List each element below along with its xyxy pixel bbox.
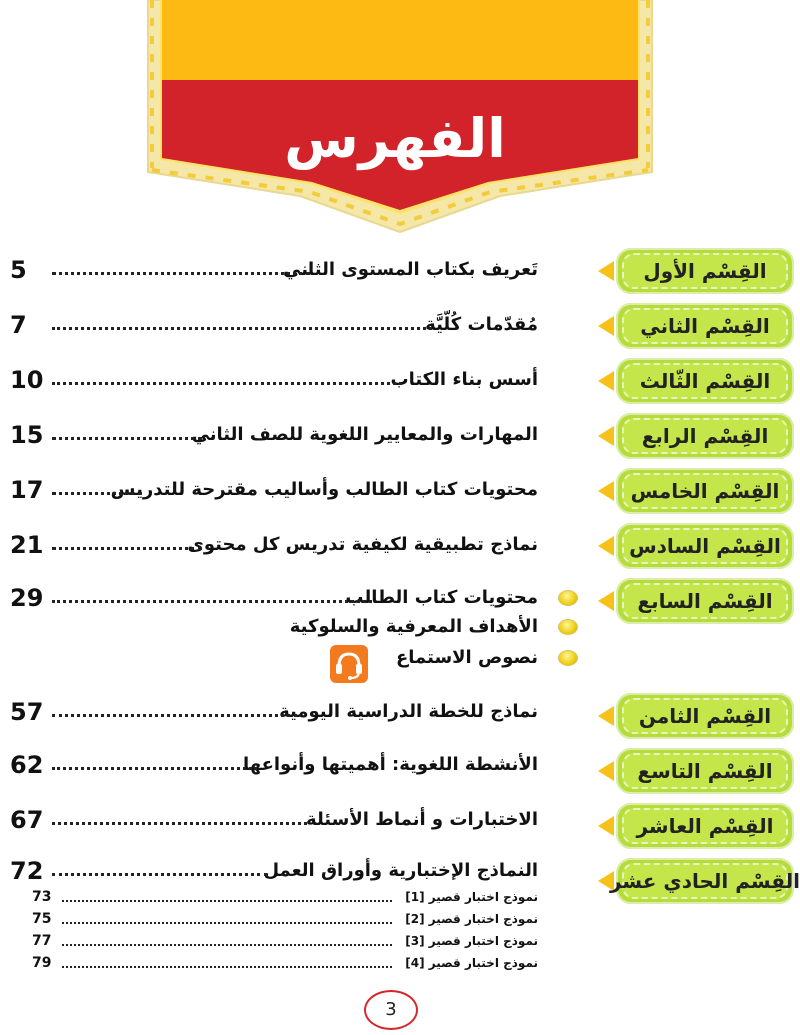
section-label: القِسْم الثّالث [639,369,771,393]
quiz-entry[interactable] [0,930,800,952]
page-number: 62 [10,751,44,779]
section-label: القِسْم الرابع [641,424,769,448]
page-title: الفهرس [284,107,506,170]
dot-leader [52,714,297,717]
headset-icon-graphic [330,645,368,683]
section-label: القِسْم الحادي عشر [609,869,800,893]
dot-leader [52,382,402,385]
section-label: القِسْم العاشر [636,814,774,838]
entry-title: تَعريف بكتاب المستوى الثاني [283,259,538,280]
page-number: 67 [10,806,44,834]
quiz-title: نموذج اختبار قصير [3] [405,934,538,948]
page-number: 7 [10,311,27,339]
dot-leader [52,767,257,770]
entry-title: أسس بناء الكتاب [390,369,538,390]
page-number: 10 [10,366,44,394]
dot-leader [52,600,372,603]
toc-entry[interactable] [0,530,800,560]
dot-leader [52,327,432,330]
entry-title: مُقدّمات كُلّيَّة [425,314,538,335]
section-label: القِسْم الثامن [638,704,772,728]
quiz-entry[interactable] [0,952,800,974]
entry-title: المهارات والمعايير اللغوية للصف الثاني [191,424,538,445]
page-number: 29 [10,584,44,612]
toc-entry[interactable] [0,365,800,395]
page-number: 72 [10,857,44,885]
dot-leader [52,547,202,550]
page-number: 17 [10,476,44,504]
entry-title: نماذج للخطة الدراسية اليومية [279,701,538,722]
dot-leader [52,873,267,876]
dot-leader [52,492,142,495]
quiz-page-number: 79 [32,955,52,971]
section-label: القِسْم الثاني [640,314,770,338]
toc-entry[interactable] [0,697,800,727]
page-number: 15 [10,421,44,449]
page-number: 21 [10,531,44,559]
section-label: القِسْم السادس [629,534,781,558]
dot-leader [62,900,392,902]
toc-entry[interactable] [0,310,800,340]
section-label: القِسْم الخامس [630,479,780,503]
page-number: 57 [10,698,44,726]
dot-leader [52,272,310,275]
toc-subentry[interactable] [0,612,800,642]
section-label: القِسْم التاسع [637,759,773,783]
toc-entry[interactable] [0,475,800,505]
quiz-entry[interactable] [0,886,800,908]
entry-title: نصوص الاستماع [395,647,538,668]
dot-leader [62,966,392,968]
page-number: 5 [10,256,27,284]
dot-leader [62,944,392,946]
toc-entry[interactable] [0,255,800,285]
dot-leader [62,922,392,924]
entry-title: محتويات كتاب الطالب وأساليب مقترحة للتدريس [110,479,538,500]
entry-title: الاختبارات و أنماط الأسئلة [306,809,538,830]
toc-entry[interactable] [0,856,800,886]
entry-title: الأهداف المعرفية والسلوكية [289,616,538,637]
quiz-entry[interactable] [0,908,800,930]
quiz-page-number: 77 [32,933,52,949]
headset-icon[interactable] [330,645,368,683]
toc-entry[interactable] [0,583,800,613]
toc-subentry[interactable] [0,643,800,673]
entry-title: محتويات كتاب الطالب [345,587,538,608]
entry-title: نماذج تطبيقية لكيفية تدريس كل محتوى [187,534,538,555]
quiz-page-number: 75 [32,911,52,927]
entry-title: النماذج الإختبارية وأوراق العمل [263,860,538,881]
quiz-title: نموذج اختبار قصير [4] [405,956,538,970]
banner [0,0,800,240]
section-label: القِسْم السابع [637,589,773,613]
footer-page-number: 3 [364,990,418,1030]
entry-title: الأنشطة اللغوية: أهميتها وأنواعها [242,754,538,775]
quiz-title: نموذج اختبار قصير [1] [405,890,538,904]
toc-entry[interactable] [0,750,800,780]
section-label: القِسْم الأول [643,259,767,283]
quiz-page-number: 73 [32,889,52,905]
quiz-title: نموذج اختبار قصير [2] [405,912,538,926]
toc-entry[interactable] [0,805,800,835]
dot-leader [52,437,202,440]
dot-leader [52,822,307,825]
toc-entry[interactable] [0,420,800,450]
